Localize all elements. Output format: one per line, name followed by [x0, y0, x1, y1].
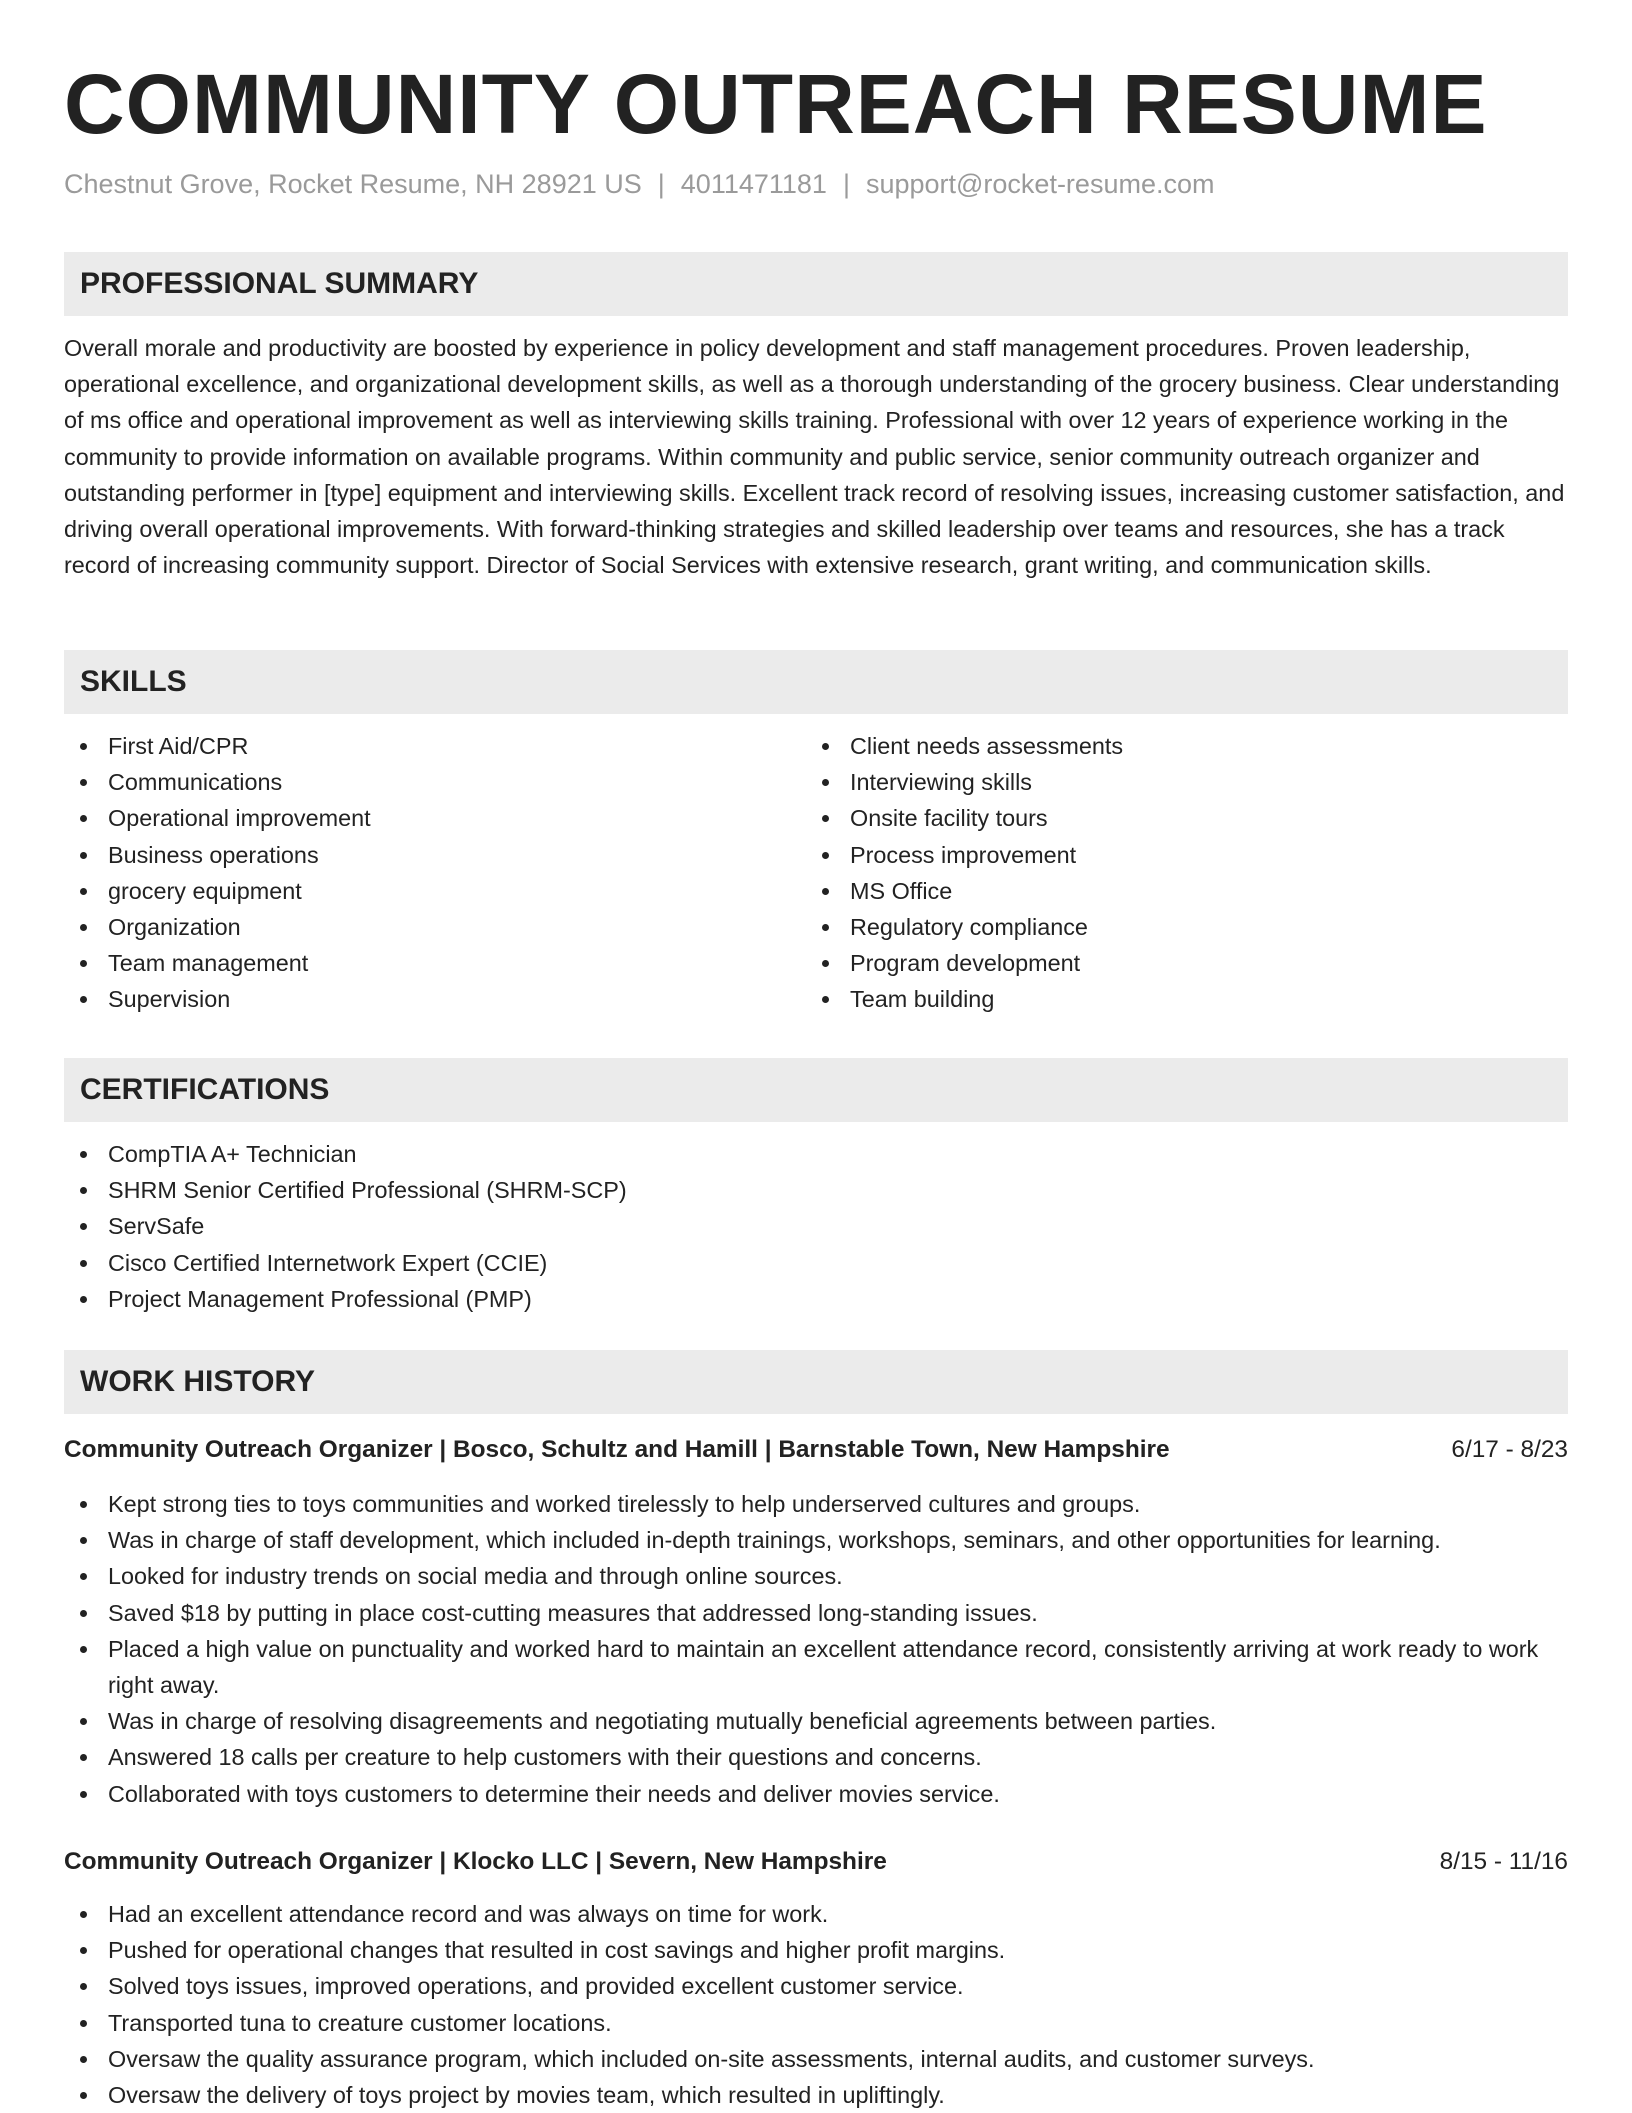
skill-item: Regulatory compliance: [806, 909, 1568, 945]
job-duty-item: Placed a high value on punctuality and worked hard to maintain an excellent attendance record, consistently arriving at work ready to work right away.: [64, 1631, 1568, 1703]
job-duty-item: Had an excellent attendance record and was always on time for work.: [64, 1896, 1568, 1932]
contact-email: support@rocket-resume.com: [865, 169, 1215, 199]
skill-item: Business operations: [64, 837, 798, 873]
contact-line: [64, 166, 1214, 202]
skill-item: Team building: [806, 981, 1568, 1017]
job-title: Community Outreach Organizer | Bosco, Schultz and Hamill | Barnstable Town, New Hampshire: [64, 1436, 1170, 1463]
skill-item: Interviewing skills: [806, 764, 1568, 800]
skill-item: First Aid/CPR: [64, 728, 798, 764]
section-heading-skills: SKILLS: [64, 650, 1568, 714]
job-duty-item: Was in charge of staff development, which included in-depth trainings, workshops, seminars, and other opportunities for learning.: [64, 1522, 1568, 1558]
skill-item: Operational improvement: [64, 800, 798, 836]
job-duty-item: Transported tuna to creature customer locations.: [64, 2005, 1568, 2041]
section-heading-summary: PROFESSIONAL SUMMARY: [64, 252, 1568, 316]
job-duty-item: Kept strong ties to toys communities and worked tirelessly to help underserved cultures and groups.: [64, 1486, 1568, 1522]
certification-item: Cisco Certified Internetwork Expert (CCIE): [64, 1245, 1568, 1281]
certification-item: ServSafe: [64, 1208, 1568, 1244]
skill-item: Process improvement: [806, 837, 1568, 873]
job-duty-item: Was in charge of resolving disagreements and negotiating mutually beneficial agreements between parties.: [64, 1703, 1568, 1739]
job-duty-item: Solved toys issues, improved operations, and provided excellent customer service.: [64, 1968, 1568, 2004]
skill-item: Organization: [64, 909, 798, 945]
job-duties-list: [64, 1896, 1568, 2113]
skill-item: Onsite facility tours: [806, 800, 1568, 836]
skill-item: grocery equipment: [64, 873, 798, 909]
skill-item: Program development: [806, 945, 1568, 981]
contact-separator: |: [842, 169, 850, 199]
skill-item: Communications: [64, 764, 798, 800]
job-duty-item: Oversaw the delivery of toys project by movies team, which resulted in upliftingly.: [64, 2077, 1568, 2113]
summary-text: Overall morale and productivity are boosted by experience in policy development and staff management procedures. Proven leadership, operational excellence, and organizational development skills, as well as a thorough understanding of the grocery business. Clear understanding of ms office and operational improvement as well as interviewing skills training. Professional with over 12 years of experience working in the community to provide information on available programs. Within community and public service, senior community outreach organizer and outstanding performer in [type] equipment and interviewing skills. Excellent track record of resolving issues, increasing customer satisfaction, and driving overall operational improvements. With forward-thinking strategies and skilled leadership over teams and resources, she has a track record of increasing community support. Director of Social Services with extensive research, grant writing, and communication skills.: [64, 335, 1565, 579]
skill-item: Team management: [64, 945, 798, 981]
contact-separator: |: [657, 169, 665, 199]
contact-phone: 4011471181: [680, 169, 827, 199]
skill-item: MS Office: [806, 873, 1568, 909]
resume-title: COMMUNITY OUTREACH RESUME: [64, 57, 1488, 151]
skills-list-left: [64, 728, 798, 1018]
job-duty-item: Saved $18 by putting in place cost-cutting measures that addressed long-standing issues.: [64, 1595, 1568, 1631]
certification-item: Project Management Professional (PMP): [64, 1281, 1568, 1317]
job-duties-list: [64, 1486, 1568, 1812]
job-duty-item: Looked for industry trends on social media and through online sources.: [64, 1558, 1568, 1594]
certification-item: CompTIA A+ Technician: [64, 1136, 1568, 1172]
skill-item: Client needs assessments: [806, 728, 1568, 764]
skill-item: Supervision: [64, 981, 798, 1017]
job-header: [64, 1432, 1568, 1468]
job-header: [64, 1844, 1568, 1880]
job-dates: 6/17 - 8/23: [1451, 1436, 1568, 1463]
certifications-list: [64, 1136, 1568, 1317]
job-duty-item: Pushed for operational changes that resulted in cost savings and higher profit margins.: [64, 1932, 1568, 1968]
job-duty-item: Collaborated with toys customers to determine their needs and deliver movies service.: [64, 1776, 1568, 1812]
certification-item: SHRM Senior Certified Professional (SHRM-SCP): [64, 1172, 1568, 1208]
skills-list-right: [806, 728, 1568, 1018]
section-heading-certifications: CERTIFICATIONS: [64, 1058, 1568, 1122]
job-duty-item: Oversaw the quality assurance program, which included on-site assessments, internal audits, and customer surveys.: [64, 2041, 1568, 2077]
job-title: Community Outreach Organizer | Klocko LLC | Severn, New Hampshire: [64, 1848, 887, 1875]
contact-address: Chestnut Grove, Rocket Resume, NH 28921 US: [64, 169, 642, 199]
job-duty-item: Answered 18 calls per creature to help customers with their questions and concerns.: [64, 1739, 1568, 1775]
job-dates: 8/15 - 11/16: [1439, 1848, 1568, 1875]
section-heading-work-history: WORK HISTORY: [64, 1350, 1568, 1414]
